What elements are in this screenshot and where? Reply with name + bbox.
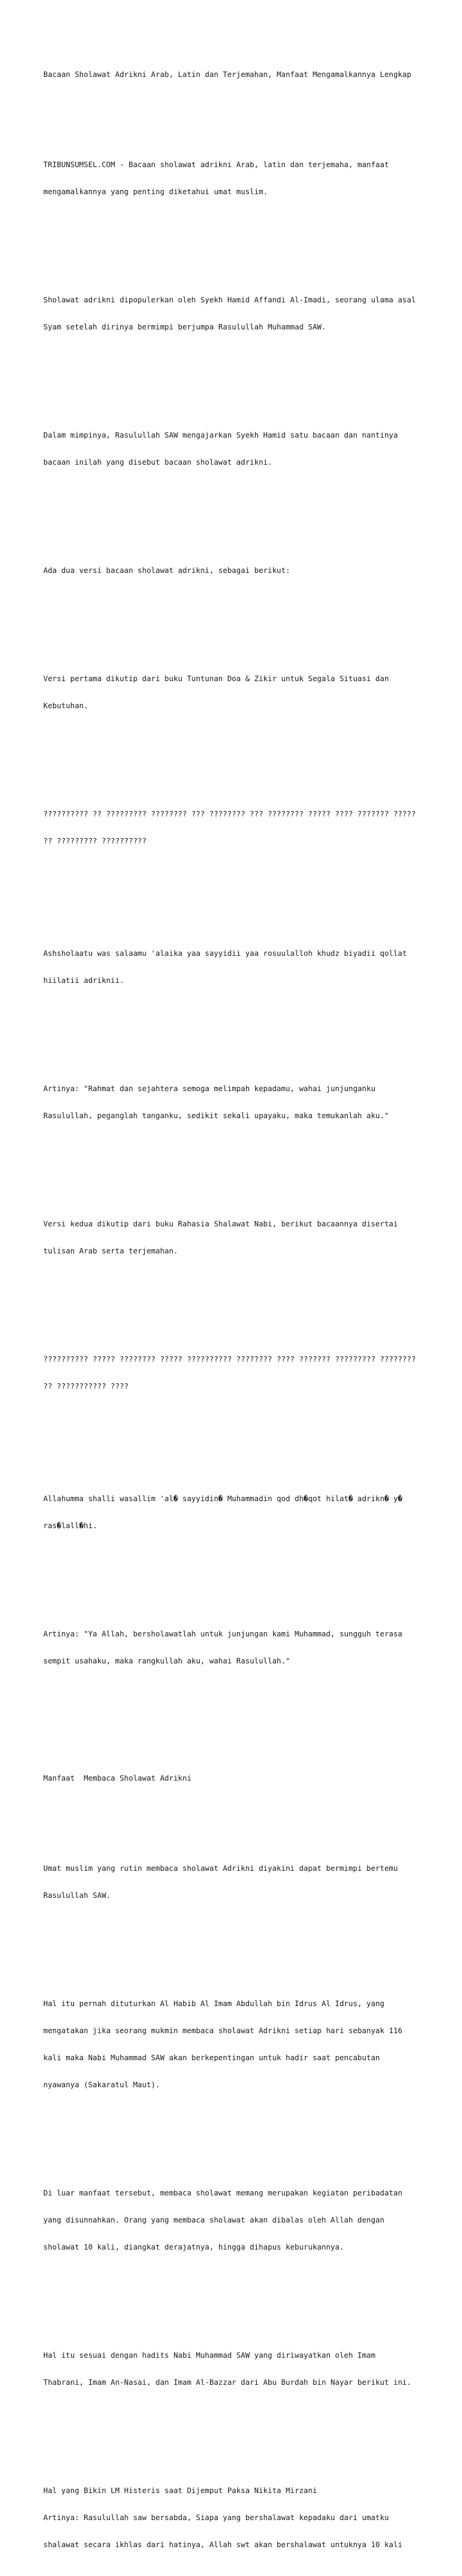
arabic-text-placeholder xyxy=(43,1336,428,1409)
text-line: Artinya: Rasulullah saw bersabda, Siapa yang bershalawat kepadaku dari umatku xyxy=(43,2513,389,2522)
text-line: hiilatii adriknii. xyxy=(43,976,125,985)
text-line: Sholawat adrikni dipopulerkan oleh Syekh Hamid Affandi Al-Imadi, seorang ulama asal xyxy=(43,295,416,304)
text-line: nyawanya (Sakaratul Maut). xyxy=(43,2080,160,2089)
text-line: Syam setelah dirinya bermimpi berjumpa Rasulullah Muhammad SAW. xyxy=(43,322,326,331)
paragraph xyxy=(43,1611,428,1683)
paragraph xyxy=(43,2170,428,2269)
text-line: Hal itu pernah dituturkan Al Habib Al Imam Abdullah bin Idrus Al Idrus, yang xyxy=(43,1999,384,2008)
text-line: Versi pertama dikutip dari buku Tuntunan Doa & Zikir untuk Segala Situasi dan xyxy=(43,674,389,683)
text-line: Hal itu sesuai dengan hadits Nabi Muhammad SAW yang diriwayatkan oleh Imam xyxy=(43,2351,376,2360)
paragraph xyxy=(43,1066,428,1138)
text-line: yang disunnahkan. Orang yang membaca sholawat akan dibalas oleh Allah dengan xyxy=(43,2215,384,2224)
paragraph xyxy=(43,1846,428,1918)
text-line: tulisan Arab serta terjemahan. xyxy=(43,1246,178,1255)
text-line: sholawat 10 kali, diangkat derajatnya, hingga dihapus keburukannya. xyxy=(43,2242,344,2251)
text-line: Di luar manfaat tersebut, membaca sholawat memang merupakan kegiatan peribadatan xyxy=(43,2188,402,2197)
text-line: Rasulullah SAW. xyxy=(43,1891,111,1900)
text-line: ?????????? ?? ????????? ???????? ??? ???????? ??? ???????? ????? ???? ??????? ????? xyxy=(43,809,416,818)
document-body xyxy=(43,52,428,2576)
paragraph xyxy=(43,1476,428,1548)
text-line: ras�lall�hi. xyxy=(43,1521,97,1530)
text-line: Artinya: "Rahmat dan sejahtera semoga melimpah kepadamu, wahai junjunganku xyxy=(43,1084,376,1093)
text-line: mengamalkannya yang penting diketahui umat muslim. xyxy=(43,187,268,196)
text-line: Thabrani, Imam An-Nasai, dan Imam Al-Bazzar dari Abu Burdah bin Nayar berikut ini. xyxy=(43,2378,411,2387)
text-line: Rasulullah, peganglah tanganku, sedikit sekali upayaku, maka temukanlah aku." xyxy=(43,1111,389,1120)
text-line: mengatakan jika seorang mukmin membaca sholawat Adrikni setiap hari sebanyak 116 xyxy=(43,2026,402,2035)
text-line: bacaan inilah yang disebut bacaan sholawat adrikni. xyxy=(43,457,273,467)
text-line: Dalam mimpinya, Rasulullah SAW mengajarkan Syekh Hamid satu bacaan dan nantinya xyxy=(43,430,398,439)
text-line: ?????????? ????? ???????? ????? ?????????? ???????? ???? ??????? ????????? ???????? xyxy=(43,1354,416,1363)
text-line: Kebutuhan. xyxy=(43,701,88,710)
text-line: TRIBUNSUMSEL.COM - Bacaan sholawat adrikni Arab, latin dan terjemaha, manfaat xyxy=(43,160,389,169)
text-line: shalawat secara ikhlas dari hatinya, Allah swt akan bershalawat untuknya 10 kali xyxy=(43,2540,402,2549)
document-title: Bacaan Sholawat Adrikni Arab, Latin dan Terjemahan, Manfaat Mengamalkannya Lengkap xyxy=(43,70,411,79)
paragraph xyxy=(43,548,428,593)
text-line: Allahumma shalli wasallim 'al� sayyidin� Muhammadin qod dh�qot hilat� adrikn� y� xyxy=(43,1494,402,1503)
paragraph xyxy=(43,2333,428,2405)
text-line: Artinya: "Ya Allah, bersholawatlah untuk junjungan kami Muhammad, sungguh terasa xyxy=(43,1629,402,1638)
paragraph xyxy=(43,277,428,349)
paragraph xyxy=(43,412,428,485)
paragraph xyxy=(43,656,428,728)
section-heading: Manfaat Membaca Sholawat Adrikni xyxy=(43,1773,192,1782)
text-line: Versi kedua dikutip dari buku Rahasia Shalawat Nabi, berikut bacaannya disertai xyxy=(43,1219,398,1228)
paragraph xyxy=(43,1201,428,1273)
text-line: sempit usahaku, maka rangkullah aku, wahai Rasulullah." xyxy=(43,1656,291,1665)
text-line: ?? ????????? ?????????? xyxy=(43,836,147,845)
text-line: Umat muslim yang rutin membaca sholawat Adrikni diyakini dapat bermimpi bertemu xyxy=(43,1864,398,1873)
paragraph xyxy=(43,1981,428,2107)
text-line: Ada dua versi bacaan sholawat adrikni, sebagai berikut: xyxy=(43,566,291,575)
paragraph xyxy=(43,931,428,1003)
text-line: ?? ??????????? ???? xyxy=(43,1381,129,1390)
text-line: kali maka Nabi Muhammad SAW akan berkepentingan untuk hadir saat pencabutan xyxy=(43,2053,380,2062)
related-article-link[interactable]: Hal yang Bikin LM Histeris saat Dijemput Paksa Nikita Mirzani xyxy=(43,2486,318,2495)
text-line: Ashsholaatu was salaamu 'alaika yaa sayyidii yaa rosuulalloh khudz biyadii qollat xyxy=(43,949,407,958)
paragraph xyxy=(43,2468,428,2567)
arabic-text-placeholder xyxy=(43,791,428,863)
paragraph xyxy=(43,142,428,214)
